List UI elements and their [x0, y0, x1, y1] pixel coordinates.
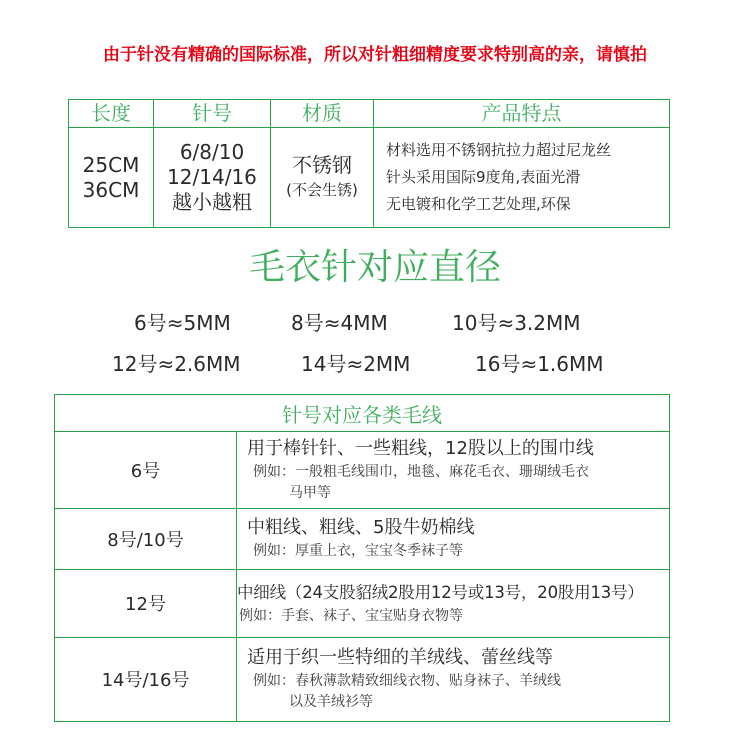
usage-example: 例如：一般粗毛线围巾，地毯、麻花毛衣、珊瑚绒毛衣 [253, 464, 589, 481]
length-value: 25CM [82, 152, 140, 177]
usage-cell [237, 569, 670, 637]
diameter-title: 毛衣针对应直径 [248, 247, 501, 288]
usage-main: 中细线（24支股貂绒2股用12号或13号，20股用13号） [237, 582, 644, 602]
material-cell [271, 128, 374, 228]
header-size: 针号 [154, 100, 271, 128]
length-value: 36CM [82, 177, 140, 202]
diameter-item: 6号≈5MM [134, 311, 231, 335]
header-length: 长度 [69, 100, 154, 128]
spec-table-row [69, 128, 670, 228]
usage-main: 用于棒针针、一些粗线，12股以上的围巾线 [247, 438, 594, 460]
warning-notice: 由于针没有精确的国际标准，所以对针粗细精度要求特别高的亲，请慎拍 [103, 45, 647, 65]
table-row [55, 509, 670, 569]
usage-main: 中粗线、粗线、5股牛奶棉线 [247, 517, 475, 539]
usage-cell [237, 637, 670, 721]
spec-table-header [69, 100, 670, 128]
yarn-table-title: 针号对应各类毛线 [55, 395, 670, 432]
length-cell [69, 128, 154, 228]
size-value: 6/8/10 [179, 140, 245, 164]
material-note: (不会生锈) [286, 180, 358, 199]
size-note: 越小越粗 [172, 190, 252, 214]
needle-size-cell: 6号 [55, 432, 237, 509]
feature-line: 材料选用不锈钢抗拉力超过尼龙丝 [386, 141, 612, 159]
feature-line: 无电镀和化学工艺处理,环保 [386, 195, 571, 213]
usage-cell [237, 432, 670, 509]
usage-example-cont: 以及羊绒衫等 [289, 694, 373, 711]
diameter-item: 16号≈1.6MM [475, 352, 604, 376]
needle-size-cell: 8号/10号 [55, 509, 237, 569]
diameter-item: 12号≈2.6MM [112, 352, 241, 376]
usage-example-cont: 马甲等 [289, 485, 331, 502]
needle-size-cell: 14号/16号 [55, 637, 237, 721]
diameter-item: 10号≈3.2MM [452, 311, 581, 335]
header-features: 产品特点 [374, 100, 670, 128]
size-value: 12/14/16 [167, 165, 257, 189]
features-cell [374, 128, 670, 228]
table-row [55, 569, 670, 637]
table-row [55, 637, 670, 721]
usage-example: 例如：手套、袜子、宝宝贴身衣物等 [239, 607, 463, 624]
spec-table [68, 99, 670, 228]
usage-example: 例如：春秋薄款精致细线衣物、贴身袜子、羊绒线 [253, 673, 561, 690]
usage-cell [237, 509, 670, 569]
feature-line: 针头采用国际9度角,表面光滑 [386, 168, 581, 186]
diameter-item: 14号≈2MM [301, 352, 411, 376]
size-cell [154, 128, 271, 228]
material-value: 不锈钢 [292, 152, 352, 177]
diameter-item: 8号≈4MM [291, 311, 388, 335]
usage-main: 适用于织一些特细的羊绒线、蕾丝线等 [247, 647, 553, 669]
header-material: 材质 [271, 100, 374, 128]
yarn-table [54, 394, 670, 722]
table-row [55, 432, 670, 509]
yarn-table-header [55, 395, 670, 432]
usage-example: 例如：厚重上衣，宝宝冬季袜子等 [253, 543, 463, 560]
needle-size-cell: 12号 [55, 569, 237, 637]
